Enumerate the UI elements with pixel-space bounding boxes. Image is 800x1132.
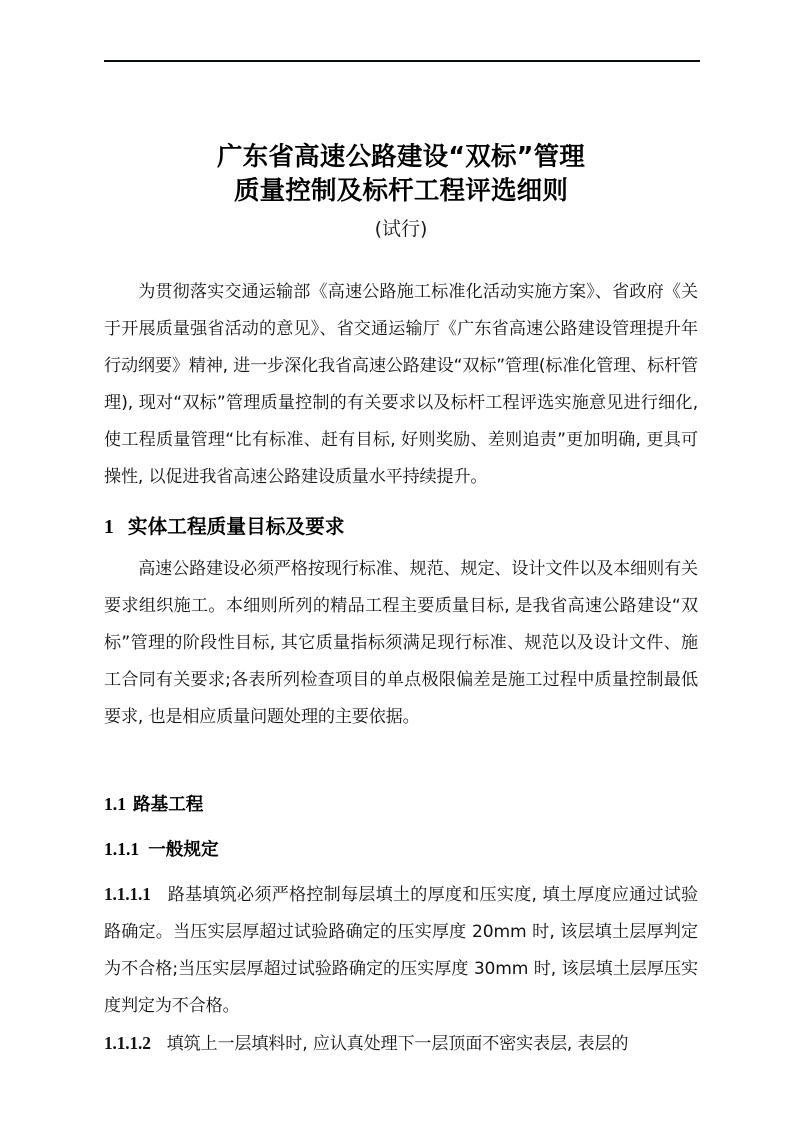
section-title-1-1-1: 一般规定 [148,840,219,860]
spacer-after-section-1-1-1 [104,866,698,876]
section-1-body-paragraph: 高速公路建设必须严格按现行标准、规范、规定、设计文件以及本细则有关要求组织施工。本细则所列的精品工程主要质量目标, 是我省高速公路建设“双标”管理的阶段性目标, 其它质量指标须满足现行标准、规范以及设计文件、施工合同有关要求;各表所列检查项目的单点极限偏差是施工过程中质量控制最低要求, 也是相应质量问题处理的主要依据。 [104,559,698,727]
document-title-line-2: 质量控制及标杆工程评选细则 [233,176,569,206]
clause-number-1-1-1-1: 1.1.1.1 [104,884,151,904]
clause-text-1-1-1-1: 路基填筑必须严格控制每层填土的厚度和压实度, 填土厚度应通过试验路确定。当压实层厚超过试验路确定的压实厚度 20mm 时, 该层填土层厚判定为不合格;当压实层厚超过试验路确定的压实厚度 30mm 时, 该层填土层厚压实度判定为不合格。 [104,885,698,1016]
header-divider-rule [104,60,700,62]
clause-gap [151,885,168,905]
document-subtitle: (试行) [374,218,428,240]
section-number-1: 1 [104,517,114,538]
title-block [104,96,698,244]
section-number-1-1-1: 1.1.1 [104,839,140,859]
spacer-before-section-1 [104,496,698,510]
preamble-paragraph: 为贯彻落实交通运输部《高速公路施工标准化活动实施方案》、省政府《关于开展质量强省活动的意见》、省交通运输厅《广东省高速公路建设管理提升年行动纲要》精神, 进一步深化我省高速公路建设“双标”管理(标准化管理、标杆管理), 现对“双标”管理质量控制的有关要求以及标杆工程评选实施意见进行细化, 使工程质量管理“比有标准、赶有目标, 好则奖励、差则追责”更加明确, 更具可操性, 以促进我省高速公路建设质量水平持续提升。 [104,282,698,487]
clause-1-1-1-1 [104,876,698,1025]
section-heading-1 [104,510,698,545]
clause-number-1-1-1-2: 1.1.1.2 [104,1033,151,1053]
clause-1-1-1-2 [104,1025,698,1063]
clause-text-1-1-1-2: 填筑上一层填料时, 应认真处理下一层顶面不密实表层, 表层的 [166,1034,629,1054]
clause-gap [151,1034,167,1054]
spacer-after-title [104,244,698,274]
section-title-1-1: 路基工程 [133,795,204,815]
spacer-before-section-1-1 [104,736,698,788]
section-heading-1-1-1 [104,833,698,866]
document-content [104,96,698,1063]
document-title-line-1: 广东省高速公路建设“双标”管理 [216,142,586,172]
section-title-1: 实体工程质量目标及要求 [127,515,345,538]
spacer-after-section-1-1 [104,821,698,833]
section-heading-1-1 [104,788,698,821]
section-number-1-1: 1.1 [104,794,126,814]
